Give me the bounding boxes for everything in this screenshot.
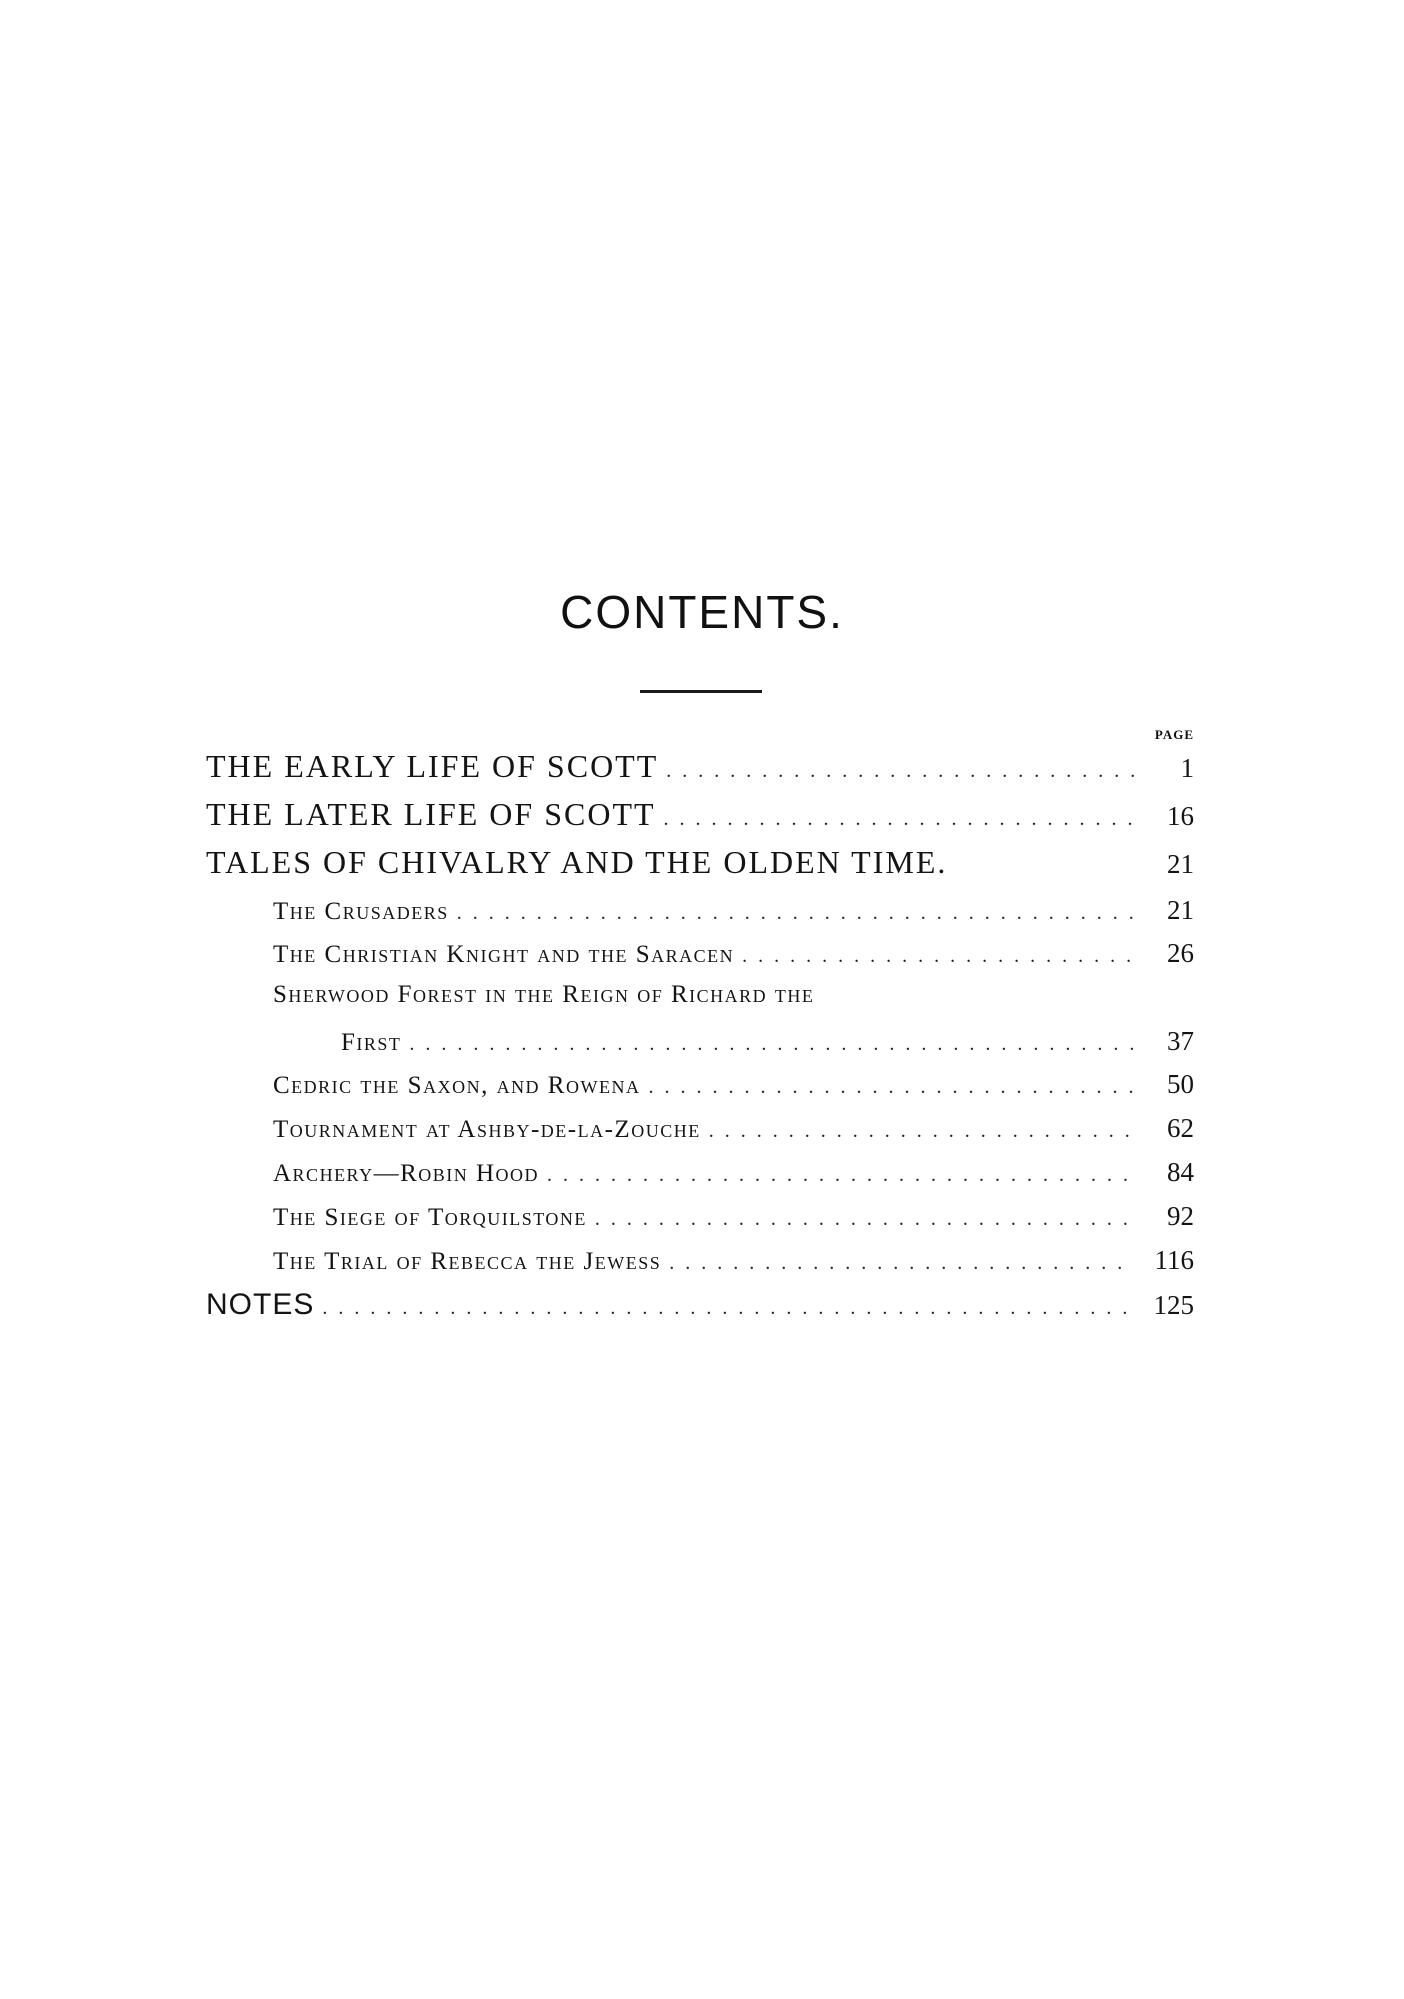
contents-heading: CONTENTS. [560, 586, 844, 638]
toc-entry-sherwood-forest-cont [341, 1026, 1194, 1057]
toc-entry-crusaders [273, 895, 1194, 926]
toc-entry-title: Tournament at Ashby-de-la-Zouche [273, 1116, 701, 1143]
toc-entry-trial [273, 1245, 1194, 1276]
dot-leader [742, 945, 1134, 968]
dot-leader [457, 902, 1134, 925]
toc-entry-title: The Crusaders [273, 898, 449, 925]
toc-entry-page: 116 [1154, 1245, 1194, 1275]
toc-entry-page: 62 [1167, 1113, 1194, 1143]
dot-leader [664, 808, 1134, 831]
toc-entry-tournament [273, 1113, 1194, 1144]
toc-entry-page: 16 [1167, 801, 1194, 831]
toc-entry-sherwood-forest: Sherwood Forest in the Reign of Richard the [273, 981, 815, 1008]
toc-entry-cedric [273, 1069, 1194, 1100]
toc-entry-notes [206, 1288, 1194, 1322]
dot-leader [709, 1120, 1134, 1143]
toc-entry-page: 21 [1167, 849, 1194, 879]
toc-entry-title: Archery—Robin Hood [273, 1160, 540, 1187]
toc-entry-early-life [206, 748, 1194, 785]
dot-leader [648, 1076, 1134, 1099]
toc-entry-later-life [206, 796, 1194, 833]
dot-leader [409, 1033, 1134, 1056]
toc-entry-title: THE LATER LIFE OF SCOTT [206, 796, 656, 832]
dot-leader [595, 1208, 1134, 1231]
toc-entry-page: 50 [1167, 1069, 1194, 1099]
toc-entry-siege [273, 1201, 1194, 1232]
toc-entry-archery [273, 1157, 1194, 1188]
toc-entry-title: The Trial of Rebecca the Jewess [273, 1248, 662, 1275]
toc-entry-page: 125 [1153, 1290, 1194, 1320]
toc-entry-page: 21 [1167, 895, 1194, 925]
toc-entry-christian-knight [273, 938, 1194, 969]
toc-entry-tales-of-chivalry [206, 844, 1194, 881]
toc-entry-page: 37 [1167, 1026, 1194, 1056]
toc-entry-title: TALES OF CHIVALRY AND THE OLDEN TIME. [206, 844, 948, 880]
toc-entry-page: 92 [1167, 1201, 1194, 1231]
toc-entry-page: 26 [1167, 938, 1194, 968]
toc-entry-title: NOTES [206, 1288, 315, 1321]
dot-leader [666, 760, 1134, 783]
dot-leader [322, 1297, 1134, 1320]
toc-entry-page: 84 [1167, 1157, 1194, 1187]
dot-leader [669, 1252, 1134, 1275]
toc-entry-title: The Siege of Torquilstone [273, 1204, 587, 1231]
page-column-label: PAGE [1154, 727, 1194, 742]
toc-entry-title: The Christian Knight and the Saracen [273, 941, 735, 968]
dot-leader [547, 1164, 1134, 1187]
toc-entry-page: 1 [1180, 753, 1194, 783]
toc-entry-title: Cedric the Saxon, and Rowena [273, 1072, 641, 1099]
toc-entry-title: THE EARLY LIFE OF SCOTT [206, 748, 659, 784]
toc-entry-title: First [341, 1029, 402, 1056]
